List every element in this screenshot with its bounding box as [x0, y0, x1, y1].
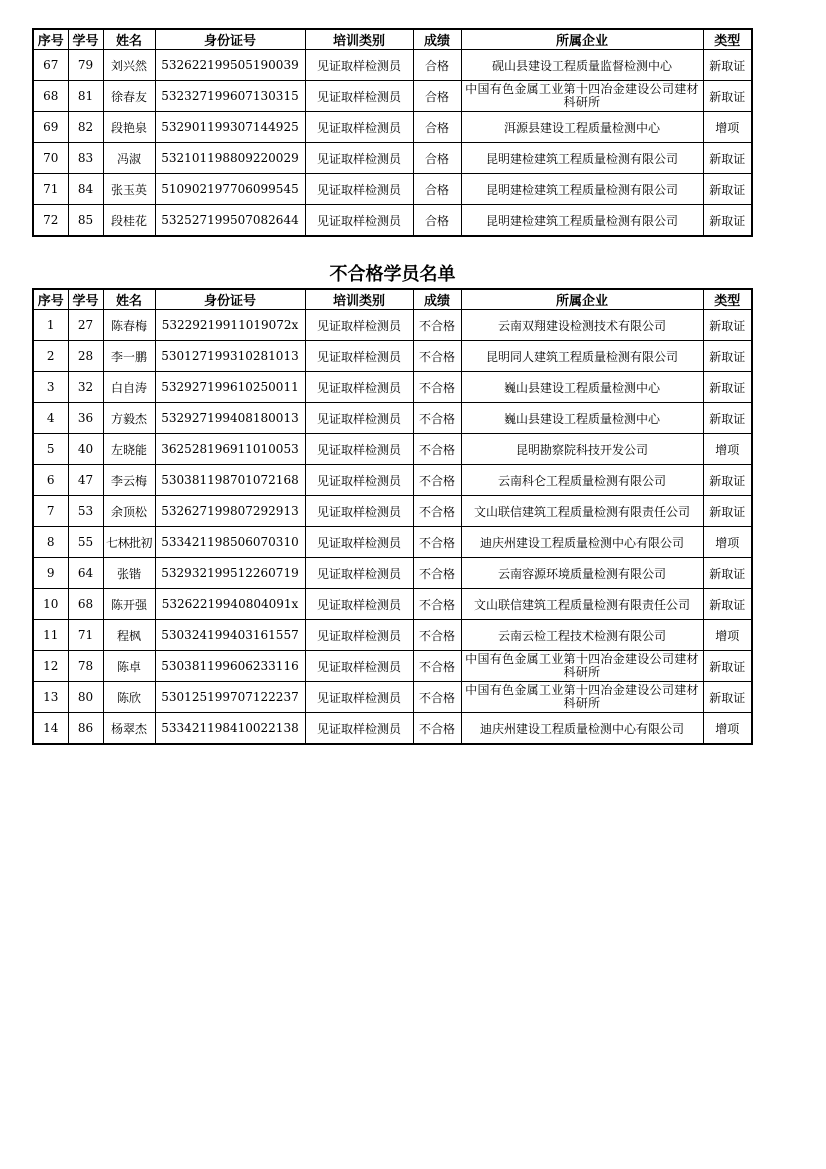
cell-type: 新取证	[703, 50, 752, 81]
table-row	[33, 174, 752, 205]
table-row	[33, 112, 752, 143]
cell-seq: 6	[33, 465, 68, 496]
cell-name: 程枫	[103, 620, 155, 651]
header-student-no: 学号	[68, 289, 103, 310]
cell-name: 左晓能	[103, 434, 155, 465]
cell-type: 增项	[703, 620, 752, 651]
cell-seq: 72	[33, 205, 68, 237]
cell-student-no: 71	[68, 620, 103, 651]
cell-id-number: 53229219911019072x	[155, 310, 305, 341]
cell-id-number: 510902197706099545	[155, 174, 305, 205]
cell-company: 云南容源环境质量检测有限公司	[461, 558, 703, 589]
table-row	[33, 310, 752, 341]
cell-seq: 11	[33, 620, 68, 651]
cell-seq: 9	[33, 558, 68, 589]
cell-type: 新取证	[703, 682, 752, 713]
cell-name: 李云梅	[103, 465, 155, 496]
table-row	[33, 651, 752, 682]
cell-category: 见证取样检测员	[305, 465, 413, 496]
header-type: 类型	[703, 29, 752, 50]
cell-id-number: 530125199707122237	[155, 682, 305, 713]
cell-type: 增项	[703, 112, 752, 143]
cell-category: 见证取样检测员	[305, 143, 413, 174]
header-score: 成绩	[413, 29, 461, 50]
cell-company: 巍山县建设工程质量检测中心	[461, 372, 703, 403]
cell-id-number: 362528196911010053	[155, 434, 305, 465]
cell-id-number: 532527199507082644	[155, 205, 305, 237]
table-row	[33, 465, 752, 496]
cell-category: 见证取样检测员	[305, 174, 413, 205]
cell-score: 不合格	[413, 558, 461, 589]
header-student-no: 学号	[68, 29, 103, 50]
table-row	[33, 713, 752, 745]
cell-id-number: 532927199610250011	[155, 372, 305, 403]
cell-score: 不合格	[413, 651, 461, 682]
cell-category: 见证取样检测员	[305, 620, 413, 651]
cell-company: 中国有色金属工业第十四冶金建设公司建材科研所	[461, 651, 703, 682]
cell-company: 中国有色金属工业第十四冶金建设公司建材科研所	[461, 682, 703, 713]
cell-name: 陈卓	[103, 651, 155, 682]
cell-seq: 3	[33, 372, 68, 403]
cell-score: 不合格	[413, 372, 461, 403]
header-name: 姓名	[103, 289, 155, 310]
table-row	[33, 496, 752, 527]
cell-id-number: 532932199512260719	[155, 558, 305, 589]
cell-category: 见证取样检测员	[305, 558, 413, 589]
cell-id-number: 532101198809220029	[155, 143, 305, 174]
cell-id-number: 533421198506070310	[155, 527, 305, 558]
cell-student-no: 86	[68, 713, 103, 745]
cell-id-number: 532927199408180013	[155, 403, 305, 434]
cell-name: 陈开强	[103, 589, 155, 620]
cell-score: 合格	[413, 143, 461, 174]
cell-type: 增项	[703, 527, 752, 558]
header-seq: 序号	[33, 289, 68, 310]
cell-category: 见证取样检测员	[305, 205, 413, 237]
cell-student-no: 84	[68, 174, 103, 205]
cell-type: 新取证	[703, 372, 752, 403]
cell-student-no: 68	[68, 589, 103, 620]
cell-type: 增项	[703, 713, 752, 745]
cell-company: 迪庆州建设工程质量检测中心有限公司	[461, 713, 703, 745]
cell-seq: 13	[33, 682, 68, 713]
cell-student-no: 27	[68, 310, 103, 341]
cell-type: 新取证	[703, 143, 752, 174]
cell-type: 新取证	[703, 81, 752, 112]
cell-type: 新取证	[703, 205, 752, 237]
cell-seq: 70	[33, 143, 68, 174]
cell-name: 方毅杰	[103, 403, 155, 434]
cell-score: 合格	[413, 81, 461, 112]
cell-score: 合格	[413, 50, 461, 81]
cell-company: 巍山县建设工程质量检测中心	[461, 403, 703, 434]
header-id-number: 身份证号	[155, 289, 305, 310]
cell-student-no: 47	[68, 465, 103, 496]
table-row	[33, 620, 752, 651]
cell-type: 新取证	[703, 403, 752, 434]
cell-category: 见证取样检测员	[305, 112, 413, 143]
cell-category: 见证取样检测员	[305, 372, 413, 403]
header-company: 所属企业	[461, 289, 703, 310]
header-company: 所属企业	[461, 29, 703, 50]
cell-score: 不合格	[413, 496, 461, 527]
cell-type: 新取证	[703, 558, 752, 589]
table-header-row	[33, 289, 752, 310]
cell-name: 陈欣	[103, 682, 155, 713]
cell-id-number: 532901199307144925	[155, 112, 305, 143]
cell-seq: 12	[33, 651, 68, 682]
cell-name: 白自涛	[103, 372, 155, 403]
cell-seq: 4	[33, 403, 68, 434]
cell-seq: 68	[33, 81, 68, 112]
cell-student-no: 64	[68, 558, 103, 589]
cell-score: 不合格	[413, 589, 461, 620]
cell-name: 张锴	[103, 558, 155, 589]
cell-company: 昆明建检建筑工程质量检测有限公司	[461, 143, 703, 174]
cell-name: 段桂花	[103, 205, 155, 237]
cell-id-number: 530381198701072168	[155, 465, 305, 496]
cell-student-no: 81	[68, 81, 103, 112]
cell-company: 云南双翔建设检测技术有限公司	[461, 310, 703, 341]
cell-score: 合格	[413, 112, 461, 143]
cell-seq: 7	[33, 496, 68, 527]
cell-company: 中国有色金属工业第十四冶金建设公司建材科研所	[461, 81, 703, 112]
cell-score: 不合格	[413, 341, 461, 372]
cell-seq: 69	[33, 112, 68, 143]
cell-name: 陈春梅	[103, 310, 155, 341]
cell-score: 不合格	[413, 434, 461, 465]
header-score: 成绩	[413, 289, 461, 310]
cell-category: 见证取样检测员	[305, 682, 413, 713]
table-row	[33, 50, 752, 81]
failed-students-table	[32, 288, 753, 745]
cell-company: 迪庆州建设工程质量检测中心有限公司	[461, 527, 703, 558]
cell-seq: 71	[33, 174, 68, 205]
table-row	[33, 434, 752, 465]
table-row	[33, 558, 752, 589]
cell-name: 余顶松	[103, 496, 155, 527]
cell-seq: 5	[33, 434, 68, 465]
cell-name: 徐春友	[103, 81, 155, 112]
cell-company: 洱源县建设工程质量检测中心	[461, 112, 703, 143]
cell-score: 不合格	[413, 713, 461, 745]
cell-category: 见证取样检测员	[305, 341, 413, 372]
cell-seq: 67	[33, 50, 68, 81]
cell-category: 见证取样检测员	[305, 496, 413, 527]
cell-type: 新取证	[703, 496, 752, 527]
table-row	[33, 81, 752, 112]
cell-seq: 10	[33, 589, 68, 620]
cell-name: 杨翠杰	[103, 713, 155, 745]
header-category: 培训类别	[305, 29, 413, 50]
cell-name: 刘兴然	[103, 50, 155, 81]
cell-type: 新取证	[703, 651, 752, 682]
cell-company: 昆明勘察院科技开发公司	[461, 434, 703, 465]
cell-id-number: 533421198410022138	[155, 713, 305, 745]
cell-student-no: 79	[68, 50, 103, 81]
cell-student-no: 80	[68, 682, 103, 713]
cell-type: 新取证	[703, 341, 752, 372]
cell-seq: 1	[33, 310, 68, 341]
cell-student-no: 36	[68, 403, 103, 434]
cell-student-no: 40	[68, 434, 103, 465]
cell-name: 七林批初	[103, 527, 155, 558]
cell-score: 合格	[413, 174, 461, 205]
cell-score: 不合格	[413, 620, 461, 651]
cell-company: 砚山县建设工程质量监督检测中心	[461, 50, 703, 81]
table-row	[33, 372, 752, 403]
cell-category: 见证取样检测员	[305, 713, 413, 745]
cell-category: 见证取样检测员	[305, 434, 413, 465]
cell-student-no: 83	[68, 143, 103, 174]
cell-category: 见证取样检测员	[305, 50, 413, 81]
cell-student-no: 55	[68, 527, 103, 558]
cell-company: 云南科仑工程质量检测有限公司	[461, 465, 703, 496]
cell-company: 昆明建检建筑工程质量检测有限公司	[461, 174, 703, 205]
cell-student-no: 85	[68, 205, 103, 237]
cell-type: 增项	[703, 434, 752, 465]
cell-name: 张玉英	[103, 174, 155, 205]
cell-name: 冯淑	[103, 143, 155, 174]
header-category: 培训类别	[305, 289, 413, 310]
cell-student-no: 78	[68, 651, 103, 682]
cell-score: 不合格	[413, 310, 461, 341]
table-row	[33, 589, 752, 620]
table-row	[33, 682, 752, 713]
cell-id-number: 530324199403161557	[155, 620, 305, 651]
table-row	[33, 205, 752, 237]
cell-category: 见证取样检测员	[305, 310, 413, 341]
cell-score: 不合格	[413, 403, 461, 434]
cell-category: 见证取样检测员	[305, 403, 413, 434]
cell-name: 段艳泉	[103, 112, 155, 143]
cell-category: 见证取样检测员	[305, 527, 413, 558]
header-name: 姓名	[103, 29, 155, 50]
cell-id-number: 532622199505190039	[155, 50, 305, 81]
cell-seq: 8	[33, 527, 68, 558]
failed-list-title: 不合格学员名单	[329, 264, 456, 285]
cell-id-number: 53262219940804091x	[155, 589, 305, 620]
cell-id-number: 532327199607130315	[155, 81, 305, 112]
cell-id-number: 530127199310281013	[155, 341, 305, 372]
table-row	[33, 341, 752, 372]
cell-category: 见证取样检测员	[305, 81, 413, 112]
cell-type: 新取证	[703, 589, 752, 620]
cell-seq: 2	[33, 341, 68, 372]
cell-category: 见证取样检测员	[305, 651, 413, 682]
cell-category: 见证取样检测员	[305, 589, 413, 620]
header-seq: 序号	[33, 29, 68, 50]
cell-company: 昆明建检建筑工程质量检测有限公司	[461, 205, 703, 237]
cell-id-number: 532627199807292913	[155, 496, 305, 527]
cell-company: 文山联信建筑工程质量检测有限责任公司	[461, 496, 703, 527]
cell-student-no: 53	[68, 496, 103, 527]
cell-score: 不合格	[413, 682, 461, 713]
table-header-row	[33, 29, 752, 50]
cell-company: 云南云检工程技术检测有限公司	[461, 620, 703, 651]
table-row	[33, 143, 752, 174]
table-row	[33, 527, 752, 558]
cell-id-number: 530381199606233116	[155, 651, 305, 682]
cell-name: 李一鹏	[103, 341, 155, 372]
cell-company: 文山联信建筑工程质量检测有限责任公司	[461, 589, 703, 620]
cell-score: 不合格	[413, 465, 461, 496]
cell-score: 不合格	[413, 527, 461, 558]
cell-student-no: 82	[68, 112, 103, 143]
cell-score: 合格	[413, 205, 461, 237]
cell-student-no: 28	[68, 341, 103, 372]
cell-type: 新取证	[703, 174, 752, 205]
cell-seq: 14	[33, 713, 68, 745]
cell-student-no: 32	[68, 372, 103, 403]
cell-type: 新取证	[703, 310, 752, 341]
cell-company: 昆明同人建筑工程质量检测有限公司	[461, 341, 703, 372]
table-row	[33, 403, 752, 434]
cell-type: 新取证	[703, 465, 752, 496]
header-id-number: 身份证号	[155, 29, 305, 50]
passed-students-table	[32, 28, 753, 237]
header-type: 类型	[703, 289, 752, 310]
